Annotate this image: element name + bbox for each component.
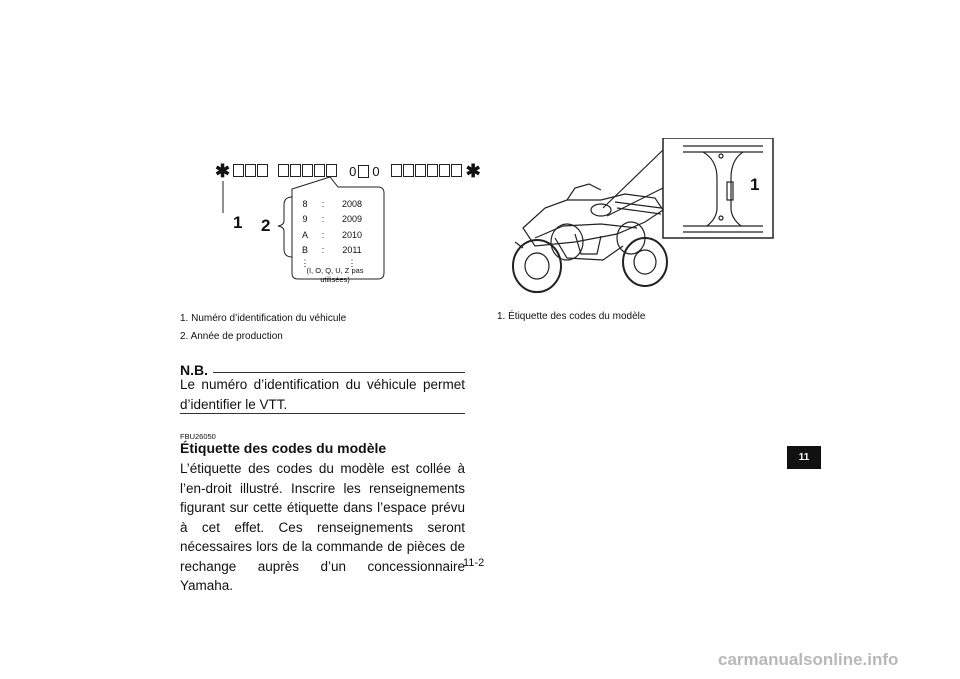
- year-row: ⋮ ⋮: [300, 258, 357, 268]
- chapter-tab: 11: [787, 446, 821, 469]
- watermark: carmanualsonline.info: [718, 650, 899, 669]
- vin-char-suffix: 0: [372, 163, 380, 179]
- nb-bottom-divider: [180, 413, 465, 414]
- atv-illustration: [505, 138, 795, 298]
- year-row: 8 : 2008: [302, 198, 363, 209]
- nb-divider: [213, 372, 465, 373]
- vin-group-4: [391, 162, 463, 180]
- atv-callout-1: 1: [750, 175, 760, 194]
- year-row: A : 2010: [301, 229, 363, 240]
- legend-item-2: 2. Année de production: [180, 331, 283, 342]
- legend-right-item-1: 1. Étiquette des codes du modèle: [497, 311, 646, 322]
- section-body: L’étiquette des codes du modèle est collée à l’en-droit illustré. Inscrire les renseignements figurant sur cette étiquette dans l’espace prévu à cet effet. Ces renseignements seront nécessaires lors de la commande de pièces de rechange auprès d’un concessionnaire Yamaha.: [180, 461, 465, 593]
- page-number: 11-2: [463, 557, 485, 569]
- year-table: [296, 196, 378, 269]
- callout-2: 2: [261, 216, 271, 235]
- legend-item-1: 1. Numéro d’identification du véhicule: [180, 313, 347, 324]
- vin-star-right: ✱: [465, 161, 481, 181]
- section-title: Étiquette des codes du modèle: [180, 440, 387, 456]
- year-row: B : 2011: [301, 245, 362, 256]
- nb-title: N.B.: [180, 362, 208, 378]
- year-note: (I, O, Q, U, Z pas utilisées): [306, 266, 364, 284]
- vin-char-prefix: 0: [349, 163, 357, 179]
- section-code: FBU26050: [180, 432, 216, 441]
- nb-text: Le numéro d’identification du véhicule permet d’identifier le VTT.: [180, 377, 465, 412]
- vin-star-left: ✱: [215, 161, 231, 181]
- callout-1: 1: [233, 213, 243, 232]
- year-row: 9 : 2009: [302, 214, 363, 225]
